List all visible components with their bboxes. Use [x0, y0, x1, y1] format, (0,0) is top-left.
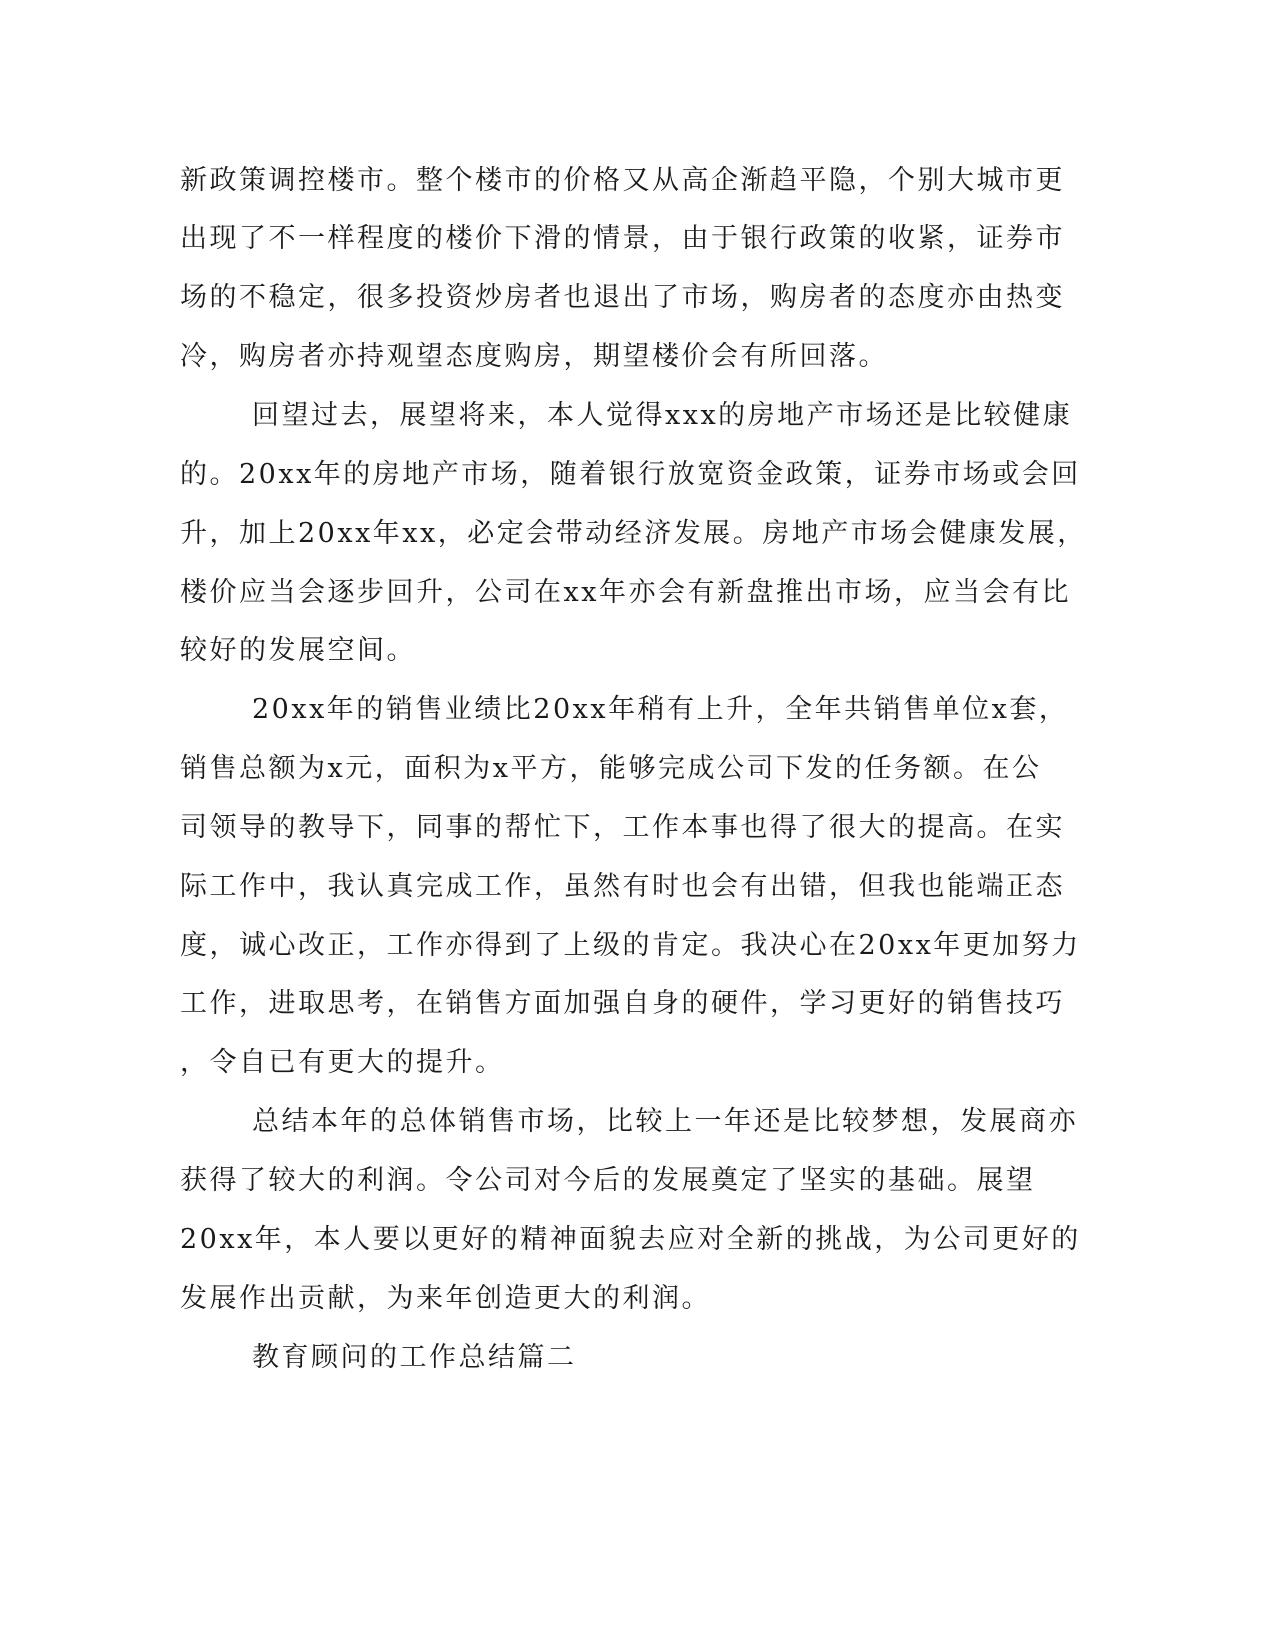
body-text-line: 工作，进取思考，在销售方面加强自身的硬件，学习更好的销售技巧 [180, 988, 1065, 1019]
paragraph-first-line: 20xx年的销售业绩比20xx年稍有上升，全年共销售单位x套， [252, 694, 1069, 725]
body-text-line: 楼价应当会逐步回升，公司在xx年亦会有新盘推出市场，应当会有比 [180, 577, 1071, 608]
body-text-line: 20xx年，本人要以更好的精神面貌去应对全新的挑战，为公司更好的 [180, 1224, 1081, 1255]
section-heading: 教育顾问的工作总结篇二 [252, 1342, 577, 1373]
body-text-line: 发展作出贡献，为来年创造更大的利润。 [180, 1283, 711, 1314]
body-text-line: 司领导的教导下，同事的帮忙下，工作本事也得了很大的提高。在实 [180, 812, 1065, 843]
body-text-line: 升，加上20xx年xx，必定会带动经济发展。房地产市场会健康发展， [180, 518, 1087, 549]
body-text-line: 新政策调控楼市。整个楼市的价格又从高企渐趋平隐，个别大城市更 [180, 165, 1065, 196]
body-text-line: 的。20xx年的房地产市场，随着银行放宽资金政策，证券市场或会回 [180, 459, 1081, 490]
body-text-line: 场的不稳定，很多投资炒房者也退出了市场，购房者的态度亦由热变 [180, 282, 1065, 313]
body-text-line: 较好的发展空间。 [180, 635, 416, 666]
body-text-line: 度，诚心改正，工作亦得到了上级的肯定。我决心在20xx年更加努力 [180, 930, 1081, 961]
paragraph-first-line: 总结本年的总体销售市场，比较上一年还是比较梦想，发展商亦 [252, 1106, 1078, 1137]
body-text-line: 销售总额为x元，面积为x平方，能够完成公司下发的任务额。在公 [180, 753, 1042, 784]
body-text-line: 冷，购房者亦持观望态度购房，期望楼价会有所回落。 [180, 341, 888, 372]
paragraph-first-line: 回望过去，展望将来，本人觉得xxx的房地产市场还是比较健康 [252, 400, 1073, 431]
body-text-line: 际工作中，我认真完成工作，虽然有时也会有出错，但我也能端正态 [180, 871, 1065, 902]
body-text-line: ，令自已有更大的提升。 [180, 1047, 505, 1078]
body-text-line: 出现了不一样程度的楼价下滑的情景，由于银行政策的收紧，证券市 [180, 223, 1065, 254]
body-text-line: 获得了较大的利润。令公司对今后的发展奠定了坚实的基础。展望 [180, 1165, 1036, 1196]
